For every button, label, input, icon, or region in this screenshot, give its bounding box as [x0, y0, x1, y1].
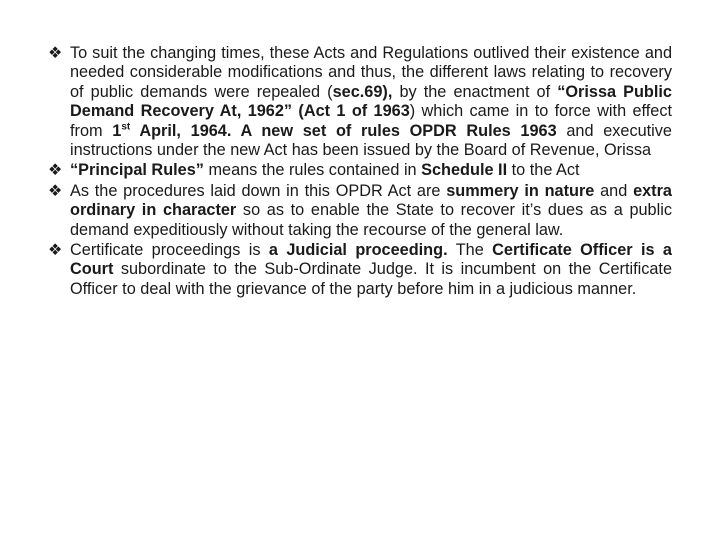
bullet-item: [48, 44, 672, 160]
diamond-bullet-icon: ❖: [48, 242, 63, 260]
diamond-bullet-icon: ❖: [48, 162, 63, 180]
bullet-item: [48, 241, 672, 299]
bullet-text: To suit the changing times, these Acts and Regulations outlived their existence and needed considerable modifications and thus, the different laws relating to recovery of public demands were repealed (sec.69), by the enactment of “Orissa Public Demand Recovery At, 1962” (Act 1 of 1963) which came in to force with effect from 1st April, 1964. A new set of rules OPDR Rules 1963 and executive instructions under the new Act has been issued by the Board of Revenue, Orissa: [70, 44, 673, 160]
bullet-text: As the procedures laid down in this OPDR Act are summery in nature and extra ordinary in character so as to enable the State to recover it’s dues as a public demand expeditiously without taking the recourse of the general law.: [70, 181, 672, 239]
bullet-item: [48, 182, 672, 240]
bullet-item: [48, 161, 672, 180]
bullet-text: Certificate proceedings is a Judicial proceeding. The Certificate Officer is a Court subordinate to the Sub-Ordinate Judge. It is incumbent on the Certificate Officer to deal with the grievance of the party before him in a judicious manner.: [70, 241, 672, 298]
diamond-bullet-icon: ❖: [48, 182, 63, 200]
diamond-bullet-icon: ❖: [48, 45, 63, 62]
bullet-text: “Principal Rules” means the rules contained in Schedule II to the Act: [70, 161, 580, 180]
bullet-list: [48, 44, 672, 299]
